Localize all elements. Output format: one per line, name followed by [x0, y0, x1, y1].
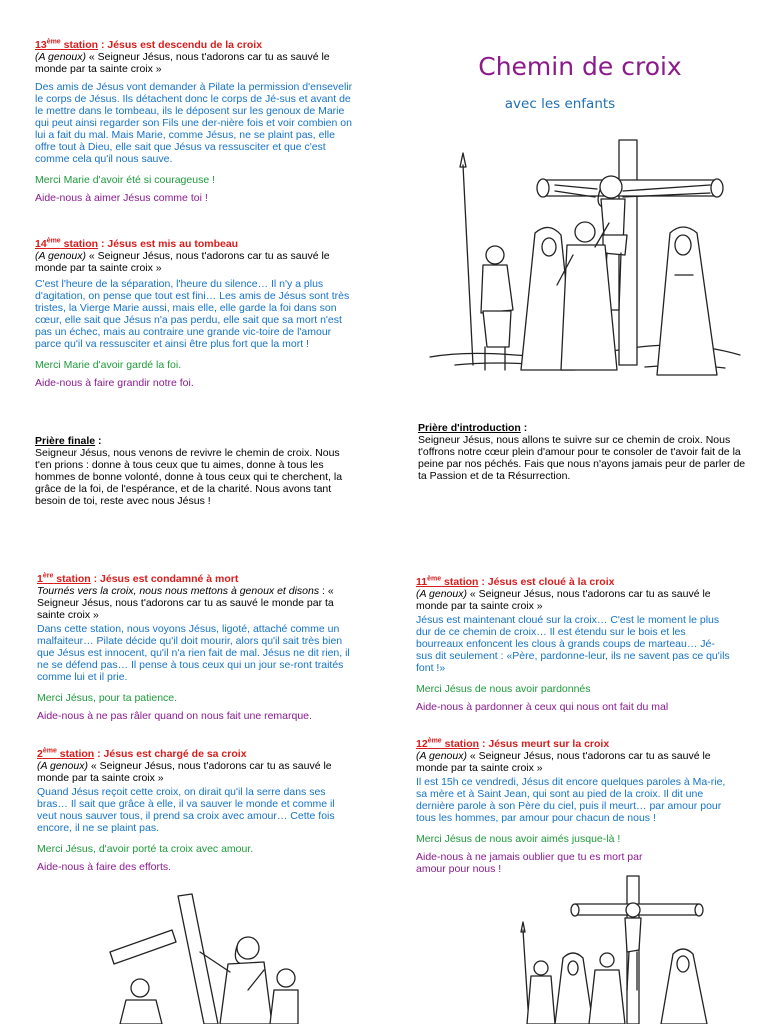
crucifixion-drawing-icon [425, 135, 745, 395]
station-11-thanks: Merci Jésus de nous avoir pardonnés [416, 683, 591, 695]
station-1-ask: Aide-nous à ne pas râler quand on nous fait une remarque. [37, 710, 312, 722]
station-14 [35, 238, 357, 389]
station-2-invocation: (A genoux) « Seigneur Jésus, nous t'adorons car tu as sauvé le monde par ta sainte croix » [37, 760, 332, 784]
station-13-text: Des amis de Jésus vont demander à Pilate la permission d'ensevelir le corps de Jésus. Ils détachent donc le corps de Jé-sus et avant de le mettre dans le tombeau, ils le déposent sur les genoux de Marie qui peut ainsi regarder son Fils une der-nière fois et voir combien on lui a fait du mal. Mais Marie, comme Jésus, ne se plaint pas, elle offre tout à Dieu, elle sait que Jésus va ressusciter et que c'est comme cela qu'il nous sauve. [35, 81, 353, 165]
station-13-title: 13ème station : Jésus est descendu de la croix [35, 38, 263, 51]
station-12-text: Il est 15h ce vendredi, Jésus dit encore quelques paroles à Ma-rie, sa mère et à Saint Jean, qui sont au pied de la croix. Il dit une dernière parole à son Père du ciel, puis il meurt… par amour pour tous les hommes, par amour pour chacun de nous ! [416, 776, 726, 824]
station-12-title: 12ème station : Jésus meurt sur la croix [416, 737, 610, 750]
station-14-text: C'est l'heure de la séparation, l'heure du silence… Il n'y a plus d'agitation, on pense que tout est fini… Les amis de Jésus sont très tristes, la Vierge Marie aussi, mais elle, elle garde la foi dans son cœur, elle sait que Jésus n'a pas perdu, elle sait que sa mort n'est pas un échec, mais au contraire une grande vic-toire de l'amour parce qu'il va ressusciter et ainsi être plus fort que la mort ! [35, 278, 350, 350]
station-11-title: 11ème station : Jésus est cloué à la croix [416, 575, 615, 588]
intro-prayer-text: Seigneur Jésus, nous allons te suivre sur ce chemin de croix. Nous t'offrons notre cœur plein d'amour pour te consoler de t'avoir fait de la peine par nos péchés. Fais que nous n'ayons jamais peur de parler de ta Passion et de ta Résurrection. [418, 434, 746, 482]
station-11-ask: Aide-nous à pardonner à ceux qui nous ont fait du mal [416, 701, 669, 713]
page-title: Chemin de croix [478, 52, 682, 81]
station-14-ask: Aide-nous à faire grandir notre foi. [35, 377, 194, 389]
station-1-text: Dans cette station, nous voyons Jésus, ligoté, attaché comme un malfaiteur… Pilate décide qu'il doit mourir, alors qu'il sait très bien que Jésus est innocent, qu'il n'a rien fait de mal. Jésus ne dit rien, il ne se défend pas… Il pense à tous ceux qui un jour se-ront traités comme lui et il prie. [37, 623, 350, 683]
station-13-ask: Aide-nous à aimer Jésus comme toi ! [35, 192, 208, 204]
station-2-thanks: Merci Jésus, d'avoir porté ta croix avec amour. [37, 843, 254, 855]
station-14-invocation: (A genoux) « Seigneur Jésus, nous t'adorons car tu as sauvé le monde par ta sainte croix » [35, 250, 330, 274]
station-12-ask: Aide-nous à ne jamais oublier que tu es mort par amour pour nous ! [416, 851, 643, 875]
station-11-invocation: (A genoux) « Seigneur Jésus, nous t'adorons car tu as sauvé le monde par ta sainte croix » [416, 588, 711, 612]
station-1-invocation: Tournés vers la croix, nous nous mettons à genoux et disons : « Seigneur Jésus, nous t'adorons car tu as sauvé le monde par ta sainte croix » [37, 585, 334, 621]
cross-carrying-drawing-icon [100, 890, 300, 1024]
final-prayer-title: Prière finale : [35, 435, 102, 447]
station-2-text: Quand Jésus reçoit cette croix, on dirait qu'il la serre dans ses bras… Il sait que grâce à elle, il va sauver le monde et comme il veut nous sauver tous, il prend sa croix avec amour… Cette fois encore, il ne se plaint pas. [37, 786, 335, 834]
station-2 [37, 748, 357, 873]
station-1-title: 1ère station : Jésus est condamné à mort [37, 572, 239, 585]
station-12 [416, 738, 728, 875]
station-14-title: 14ème station : Jésus est mis au tombeau [35, 237, 239, 250]
page-subtitle: avec les enfants [504, 96, 616, 112]
station-11 [416, 576, 730, 713]
station-2-ask: Aide-nous à faire des efforts. [37, 861, 172, 873]
crucifixion-small-drawing-icon [515, 870, 715, 1024]
station-1-thanks: Merci Jésus, pour ta patience. [37, 692, 178, 704]
station-13-invocation: (A genoux) « Seigneur Jésus, nous t'adorons car tu as sauvé le monde par ta sainte croix » [35, 51, 330, 75]
intro-prayer [418, 422, 748, 482]
final-prayer-text: Seigneur Jésus, nous venons de revivre le chemin de croix. Nous t'en prions : donne à tous ceux que tu aimes, donne à tous les hommes de bonne volonté, donne à tous ceux qui te cherchent, la grâce de la foi, de l'espérance, et de la charité. Nous avons tant besoin de toi, reste avec nous Jésus ! [35, 447, 343, 507]
station-12-thanks: Merci Jésus de nous avoir aimés jusque-là ! [416, 833, 621, 845]
station-1 [37, 573, 357, 722]
station-14-thanks: Merci Marie d'avoir gardé la foi. [35, 359, 182, 371]
intro-prayer-title: Prière d'introduction : [418, 422, 528, 434]
station-13 [35, 39, 357, 204]
final-prayer [35, 435, 345, 507]
station-13-thanks: Merci Marie d'avoir été si courageuse ! [35, 174, 215, 186]
station-2-title: 2ème station : Jésus est chargé de sa croix [37, 747, 247, 760]
station-12-invocation: (A genoux) « Seigneur Jésus, nous t'adorons car tu as sauvé le monde par ta sainte croix » [416, 750, 711, 774]
station-11-text: Jésus est maintenant cloué sur la croix… C'est le moment le plus dur de ce chemin de croix… Il est étendu sur le bois et les bourreaux enfoncent les clous à grands coups de marteau… Jé-sus dit seulement : «Père, pardonne-leur, ils ne savent pas ce qu'ils font !» [416, 614, 730, 674]
